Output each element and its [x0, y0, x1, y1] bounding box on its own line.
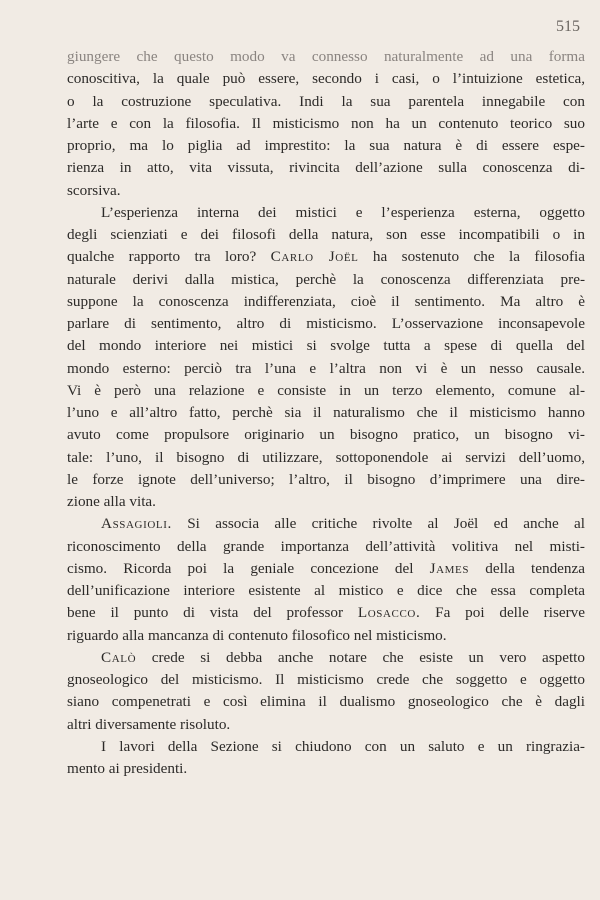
text-line: parlare di sentimento, altro di misticismo. L’osservazione inconsapevole [67, 315, 585, 332]
text-line: o la costruzione speculativa. Indi la sua parentela innegabile con [67, 92, 585, 110]
line-text-before: bene il punto di vista del professor [67, 604, 358, 622]
line-text-after: Fa poi delle riserve [420, 604, 585, 622]
text-line [67, 602, 585, 624]
text-line: degli scienziati e dei filosofi della natura, son esse incompatibili o in [67, 226, 585, 243]
author-name: Assagioli. [101, 515, 172, 533]
line-text-after: crede si debba anche notare che esiste un vero aspetto [136, 648, 585, 666]
text-line: riconoscimento della grande importanza dell’attività volitiva nel misti- [67, 537, 585, 555]
text-line [67, 513, 585, 535]
text-line: avuto come propulsore originario un bisogno pratico, un bisogno vi- [67, 426, 585, 444]
author-name: Calò [101, 648, 137, 666]
text-line: siano compenetrati e così elimina il dualismo gnoseologico che è dagli [67, 693, 585, 711]
page-number: 515 [556, 18, 580, 35]
line-text-after: della tendenza [469, 559, 585, 577]
text-line: gnoseologico del misticismo. Il misticismo crede che soggetto e oggetto [67, 671, 585, 688]
text-line: dell’unificazione interiore esistente al mistico e dice che essa completa [67, 582, 585, 599]
author-name: James [429, 559, 470, 577]
text-line: scorsiva. [67, 181, 121, 199]
author-name: Losacco. [357, 604, 421, 622]
line-text-after: ha sostenuto che la filosofia [358, 248, 586, 266]
text-line: naturale derivi dalla mistica, perchè la conoscenza differenziata pre- [67, 270, 585, 288]
text-line: del mondo interiore nei mistici si svolge tutta a spese di quella del [67, 337, 585, 355]
text-line [67, 647, 585, 669]
text-line [67, 246, 585, 268]
text-line: tale: l’uno, il bisogno di utilizzare, sottoponendole ai servizi dell’uomo, [67, 448, 585, 466]
text-line: mondo esterno: perciò tra l’una e l’altra non vi è un nesso causale. [67, 359, 585, 377]
text-line: mento ai presidenti. [67, 760, 188, 777]
text-line: L’esperienza interna dei mistici e l’esperienza esterna, oggetto [101, 203, 585, 221]
text-line: I lavori della Sezione si chiudono con un saluto e un ringrazia- [101, 737, 585, 755]
author-name: Carlo Joël [270, 248, 359, 266]
line-text-after: Si associa alle critiche rivolte al Joël ed anche al [171, 515, 585, 533]
text-line: altri diversamente risoluto. [67, 715, 231, 733]
text-line: riguardo alla mancanza di contenuto filosofico nel misticismo. [67, 626, 447, 644]
text-line [67, 558, 585, 580]
text-line: proprio, ma lo piglia ad imprestito: la sua natura è di essere espe- [67, 137, 585, 154]
line-text-before: qualche rapporto tra loro? [67, 248, 271, 266]
line-text-before: cismo. Ricorda poi la geniale concezione del [67, 559, 430, 577]
text-line: l’uno e all’altro fatto, perchè sia il naturalismo che il misticismo hanno [67, 404, 585, 421]
text-line: suppone la conoscenza indifferenziata, cioè il sentimento. Ma altro è [67, 292, 585, 310]
text-line: le forze ignote dell’universo; l’altro, il bisogno d’imprimere una dire- [67, 470, 585, 488]
text-line: l’arte e con la filosofia. Il misticismo non ha un contenuto teorico suo [67, 114, 585, 132]
text-line: Vi è però una relazione e consiste in un terzo elemento, comune al- [67, 381, 585, 399]
text-line: giungere che questo modo va connesso naturalmente ad una forma [67, 48, 585, 65]
text-line: conoscitiva, la quale può essere, secondo i casi, o l’intuizione estetica, [67, 70, 585, 88]
text-line: zione alla vita. [67, 493, 156, 510]
body-text [67, 46, 585, 780]
text-line: rienza in atto, vita vissuta, rivincita dell’azione sulla conoscenza di- [67, 159, 585, 177]
